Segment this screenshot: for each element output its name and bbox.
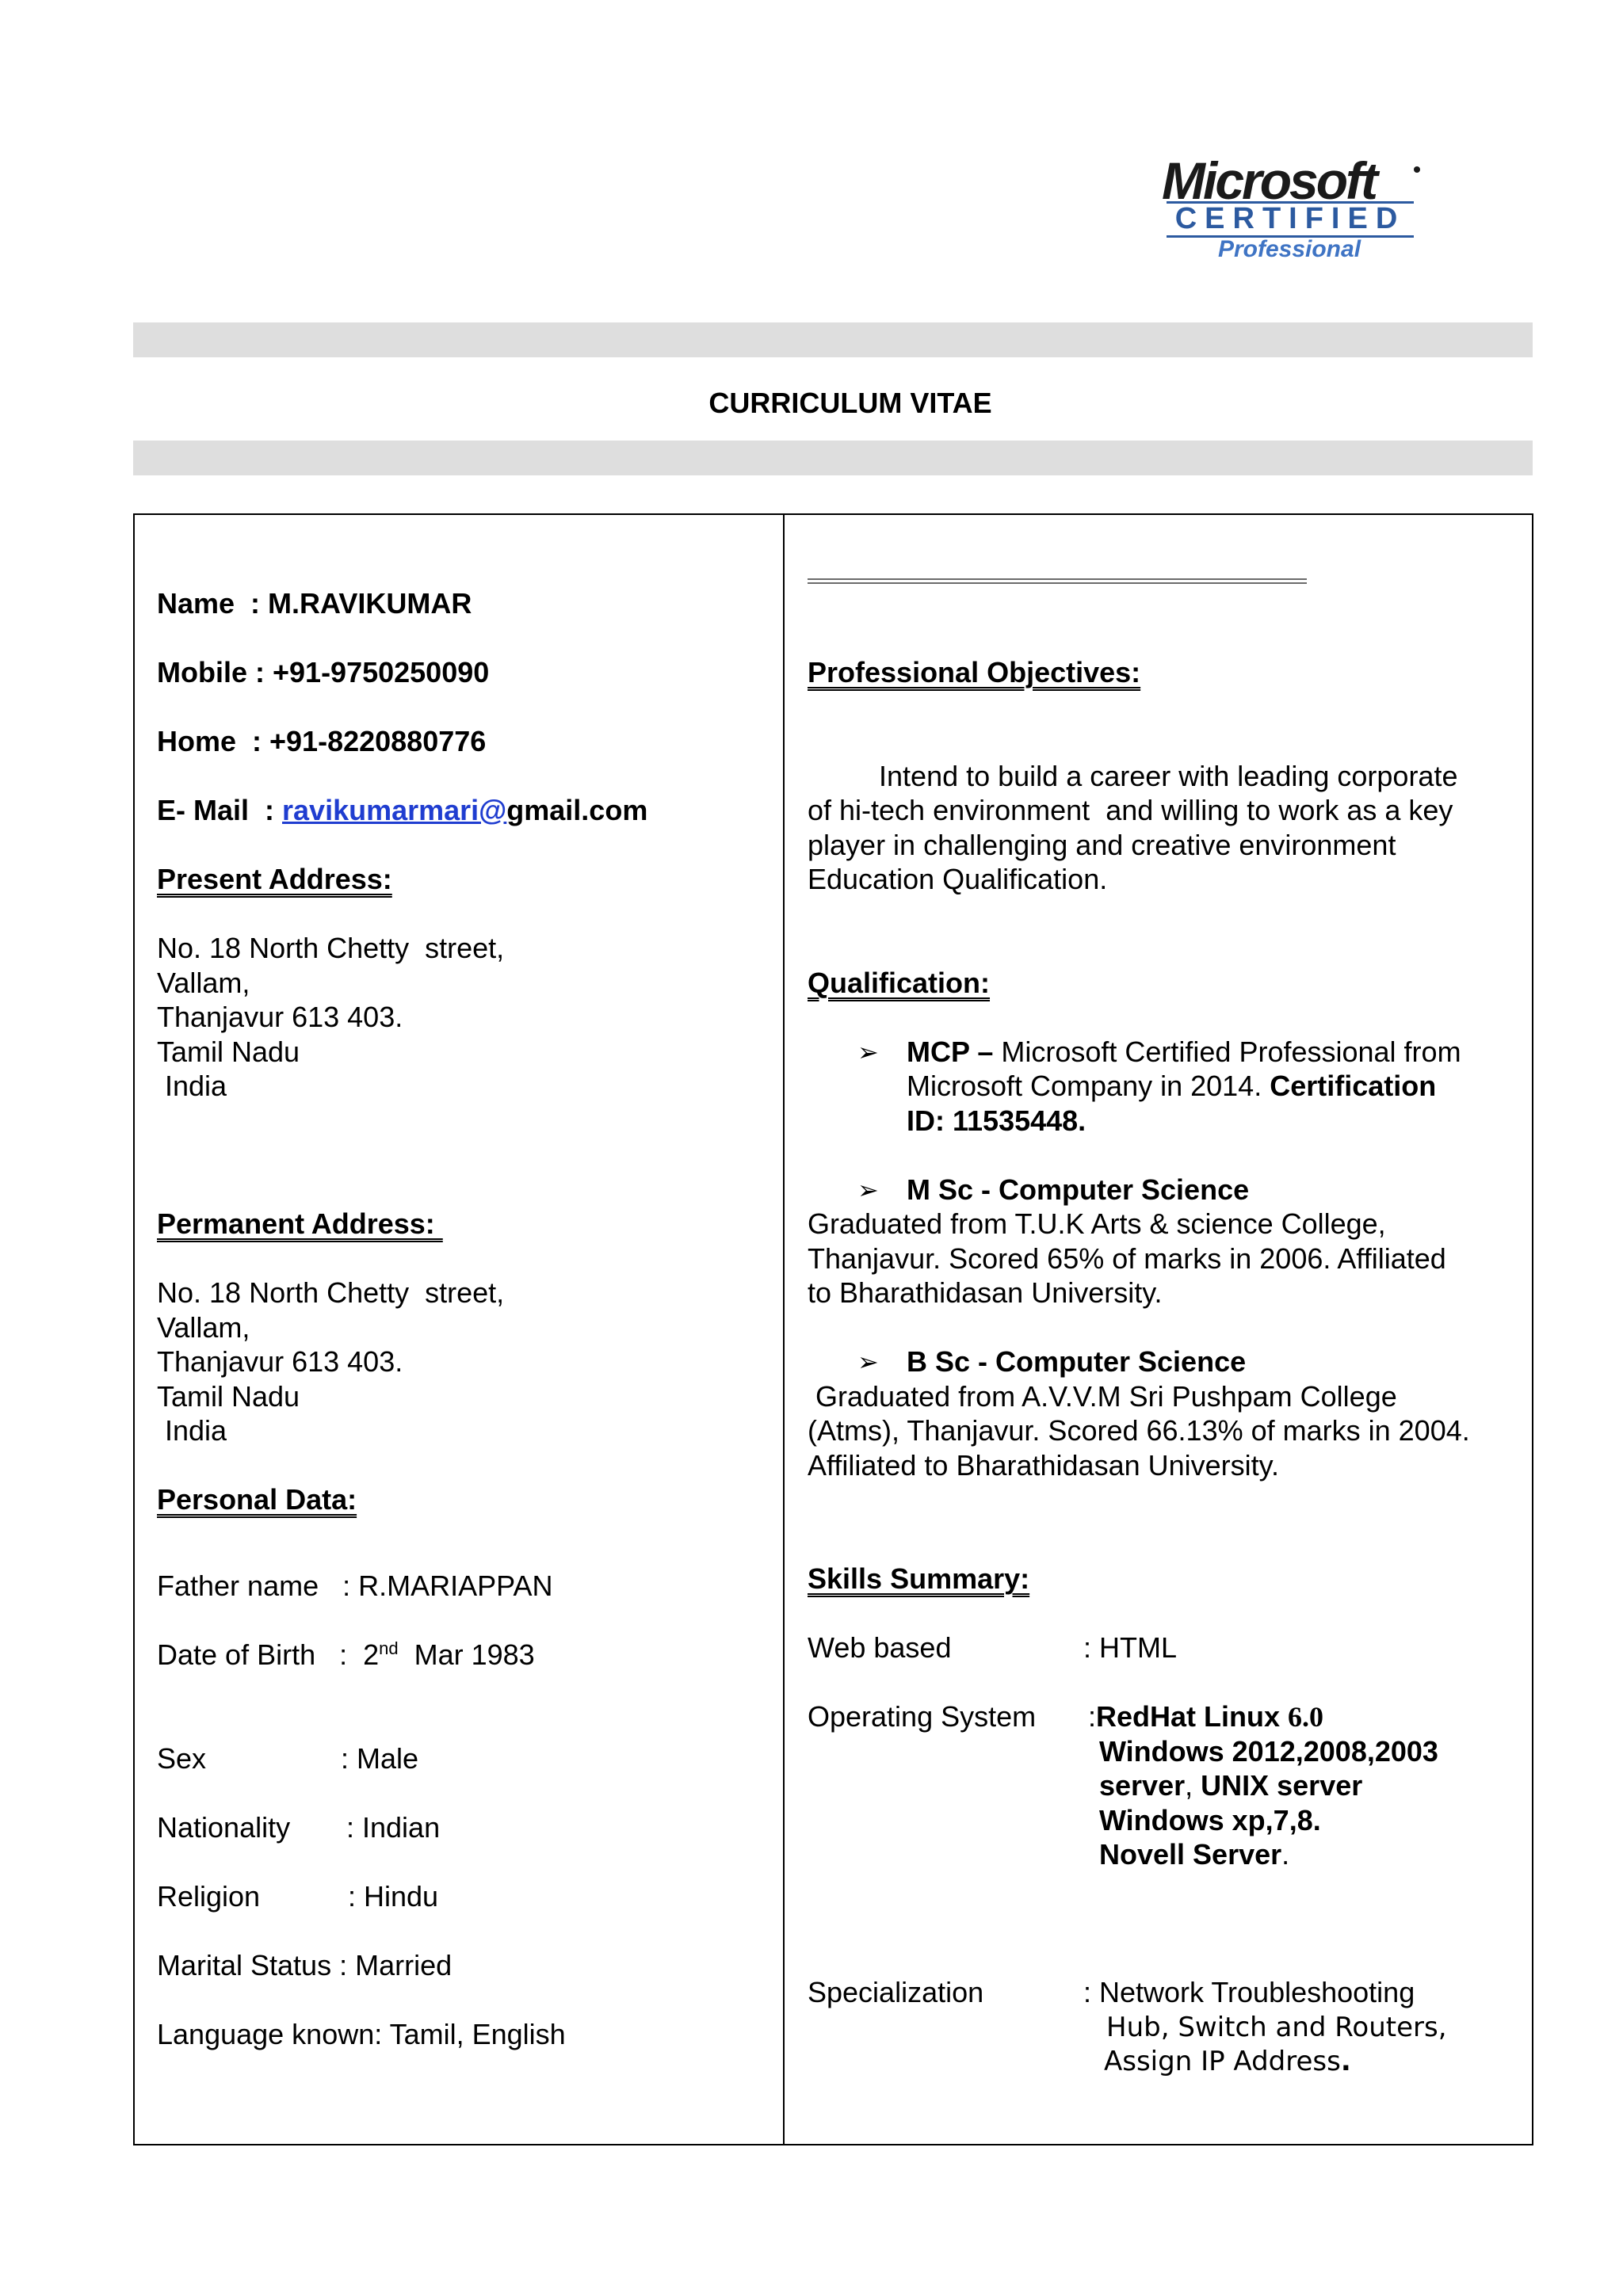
double-rule (808, 578, 1307, 584)
father-name: Father name : R.MARIAPPAN (157, 1569, 553, 1602)
mcp-certification-id: ID: 11535448. (907, 1104, 1086, 1137)
religion-value: : Hindu (348, 1880, 439, 1913)
permanent-address-line: India (157, 1414, 227, 1447)
mcp-line-2: Microsoft Company in 2014. Certification (907, 1070, 1437, 1102)
name-value: M.RAVIKUMAR (268, 587, 472, 620)
home-phone-value: +91-8220880776 (269, 725, 487, 757)
bsc-line: Affiliated to Bharathidasan University. (808, 1449, 1279, 1482)
sex-label: Sex (157, 1742, 207, 1775)
operating-system-label: Operating System (808, 1700, 1037, 1733)
sex-value: : Male (341, 1742, 419, 1775)
permanent-address-line: Vallam, (157, 1311, 250, 1344)
email-link[interactable]: ravikumarmari@ (282, 794, 507, 826)
objectives-line: Intend to build a career with leading corporate (808, 760, 1458, 792)
arrow-bullet-icon: ➢ (857, 1348, 879, 1376)
web-based-label: Web based (808, 1631, 952, 1664)
msc-line: to Bharathidasan University. (808, 1276, 1163, 1309)
permanent-address-line: Thanjavur 613 403. (157, 1345, 403, 1378)
bsc-title: B Sc - Computer Science (907, 1345, 1247, 1378)
msc-line: Graduated from T.U.K Arts & science College, (808, 1207, 1386, 1240)
bsc-line: (Atms), Thanjavur. Scored 66.13% of marks in 2004. (808, 1414, 1470, 1447)
present-address-line: No. 18 North Chetty street, (157, 932, 505, 964)
operating-system-line-5: Novell Server. (1099, 1838, 1290, 1871)
objectives-line: Education Qualification. (808, 863, 1108, 895)
specialization-line-2: Hub, Switch and Routers, (1106, 2012, 1447, 2043)
logo-certified: CERTIFIED (1167, 201, 1414, 238)
date-of-birth: Date of Birth : 2nd Mar 1983 (157, 1638, 535, 1671)
permanent-address-line: No. 18 North Chetty street, (157, 1276, 505, 1309)
operating-system-line-2: Windows 2012,2008,2003 (1099, 1735, 1438, 1768)
present-address-line: Thanjavur 613 403. (157, 1001, 403, 1033)
header-band-top (133, 322, 1533, 357)
mobile-value: +91-9750250090 (273, 656, 490, 688)
page-title: CURRICULUM VITAE (708, 387, 992, 419)
objectives-line: of hi-tech environment and willing to work as a key (808, 794, 1453, 826)
religion-label: Religion (157, 1880, 261, 1913)
email-line: E- Mail : ravikumarmari@gmail.com (157, 794, 648, 826)
professional-objectives-heading: Professional Objectives: (808, 656, 1141, 688)
operating-system-line-4: Windows xp,7,8. (1099, 1804, 1321, 1836)
arrow-bullet-icon: ➢ (857, 1038, 879, 1066)
operating-system-line-1: :RedHat Linux 6.0 (1088, 1700, 1324, 1733)
specialization-value: : Network Troubleshooting (1083, 1976, 1415, 2008)
mobile-line: Mobile : +91-9750250090 (157, 656, 490, 688)
arrow-bullet-icon: ➢ (857, 1176, 879, 1204)
specialization-line-3: Assign IP Address. (1104, 2046, 1351, 2077)
permanent-address-heading: Permanent Address: (157, 1207, 443, 1240)
qualification-heading: Qualification: (808, 967, 991, 999)
header-band-bottom (133, 441, 1533, 475)
nationality-value: : Indian (346, 1811, 441, 1844)
msc-line: Thanjavur. Scored 65% of marks in 2006. Affiliated (808, 1242, 1446, 1275)
web-based-value: : HTML (1083, 1631, 1178, 1664)
msc-title: M Sc - Computer Science (907, 1173, 1250, 1206)
present-address-line: India (157, 1070, 227, 1102)
bsc-line: Graduated from A.V.V.M Sri Pushpam College (808, 1380, 1397, 1413)
column-divider (783, 513, 785, 2145)
present-address-line: Tamil Nadu (157, 1035, 300, 1068)
microsoft-certified-professional-logo (1162, 151, 1431, 269)
home-phone-line: Home : +91-8220880776 (157, 725, 487, 757)
present-address-line: Vallam, (157, 967, 250, 999)
specialization-label: Specialization (808, 1976, 984, 2008)
operating-system-line-3: server, UNIX server (1099, 1769, 1363, 1802)
name-line: Name : M.RAVIKUMAR (157, 587, 472, 620)
logo-brand: Microsoft (1162, 151, 1376, 210)
present-address-heading: Present Address: (157, 863, 392, 895)
marital-status: Marital Status : Married (157, 1949, 453, 1981)
skills-summary-heading: Skills Summary: (808, 1562, 1030, 1595)
logo-professional: Professional (1217, 236, 1361, 262)
logo-registered-dot (1414, 166, 1420, 173)
personal-data-heading: Personal Data: (157, 1483, 357, 1516)
permanent-address-line: Tamil Nadu (157, 1380, 300, 1413)
languages-known: Language known: Tamil, English (157, 2018, 566, 2050)
nationality-label: Nationality (157, 1811, 291, 1844)
objectives-line: player in challenging and creative environment (808, 829, 1396, 861)
mcp-line-1: MCP – Microsoft Certified Professional from (907, 1035, 1461, 1068)
